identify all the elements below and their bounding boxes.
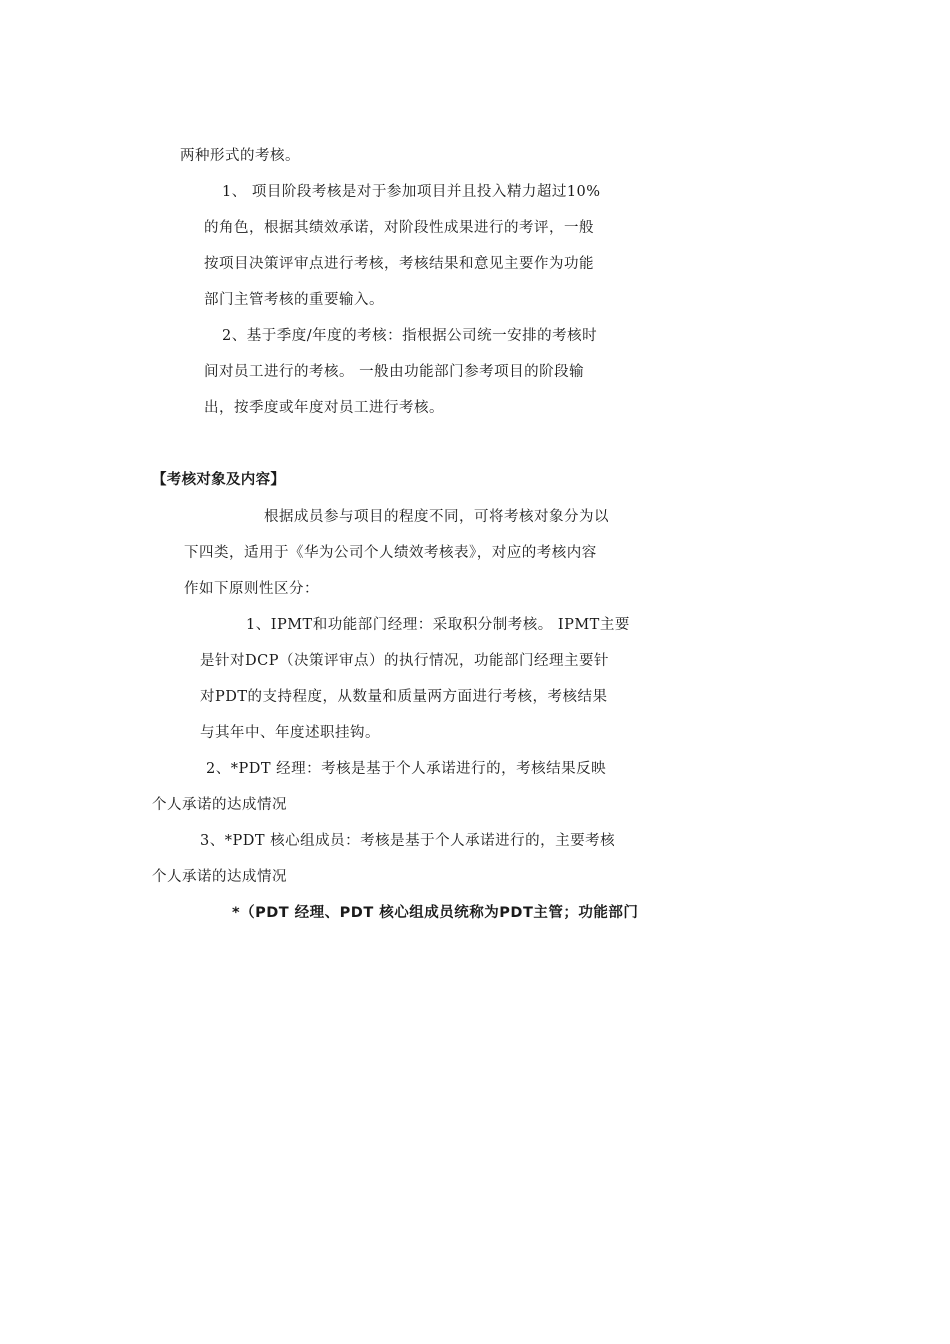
- periodic-assessment-line-1: 2、基于季度/年度的考核：指根据公司统一安排的考核时: [222, 328, 598, 344]
- footnote-text: *（PDT 经理、PDT 核心组成员统称为PDT主管；功能部门: [232, 905, 639, 921]
- objects-intro-line-2: 下四类，适用于《华为公司个人绩效考核表》，对应的考核内容: [184, 545, 597, 561]
- stage-assessment-line-4: 部门主管考核的重要输入。: [204, 292, 384, 308]
- pdt-manager-line-1: 2、*PDT 经理：考核是基于个人承诺进行的，考核结果反映: [206, 761, 607, 777]
- section-heading: 【考核对象及内容】: [152, 472, 286, 488]
- periodic-assessment-line-3: 出，按季度或年度对员工进行考核。: [204, 400, 444, 416]
- ipmt-line-3: 对PDT的支持程度，从数量和质量两方面进行考核，考核结果: [200, 689, 608, 705]
- pdt-manager-line-2: 个人承诺的达成情况: [152, 797, 287, 813]
- objects-intro-line-1: 根据成员参与项目的程度不同，可将考核对象分为以: [264, 509, 609, 525]
- periodic-assessment-line-2: 间对员工进行的考核。 一般由功能部门参考项目的阶段输: [204, 364, 585, 380]
- stage-assessment-line-1: 1、 项目阶段考核是对于参加项目并且投入精力超过10%: [222, 184, 601, 200]
- objects-intro-line-3: 作如下原则性区分：: [184, 581, 319, 597]
- ipmt-line-1: 1、IPMT和功能部门经理：采取积分制考核。 IPMT主要: [246, 617, 630, 633]
- pdt-core-line-2: 个人承诺的达成情况: [152, 869, 287, 885]
- ipmt-line-4: 与其年中、年度述职挂钩。: [200, 725, 380, 741]
- stage-assessment-line-2: 的角色，根据其绩效承诺，对阶段性成果进行的考评，一般: [204, 220, 594, 236]
- pdt-core-line-1: 3、*PDT 核心组成员：考核是基于个人承诺进行的，主要考核: [200, 833, 616, 849]
- ipmt-line-2: 是针对DCP（决策评审点）的执行情况，功能部门经理主要针: [200, 653, 609, 669]
- intro-text: 两种形式的考核。: [180, 148, 300, 164]
- stage-assessment-line-3: 按项目决策评审点进行考核，考核结果和意见主要作为功能: [204, 256, 594, 272]
